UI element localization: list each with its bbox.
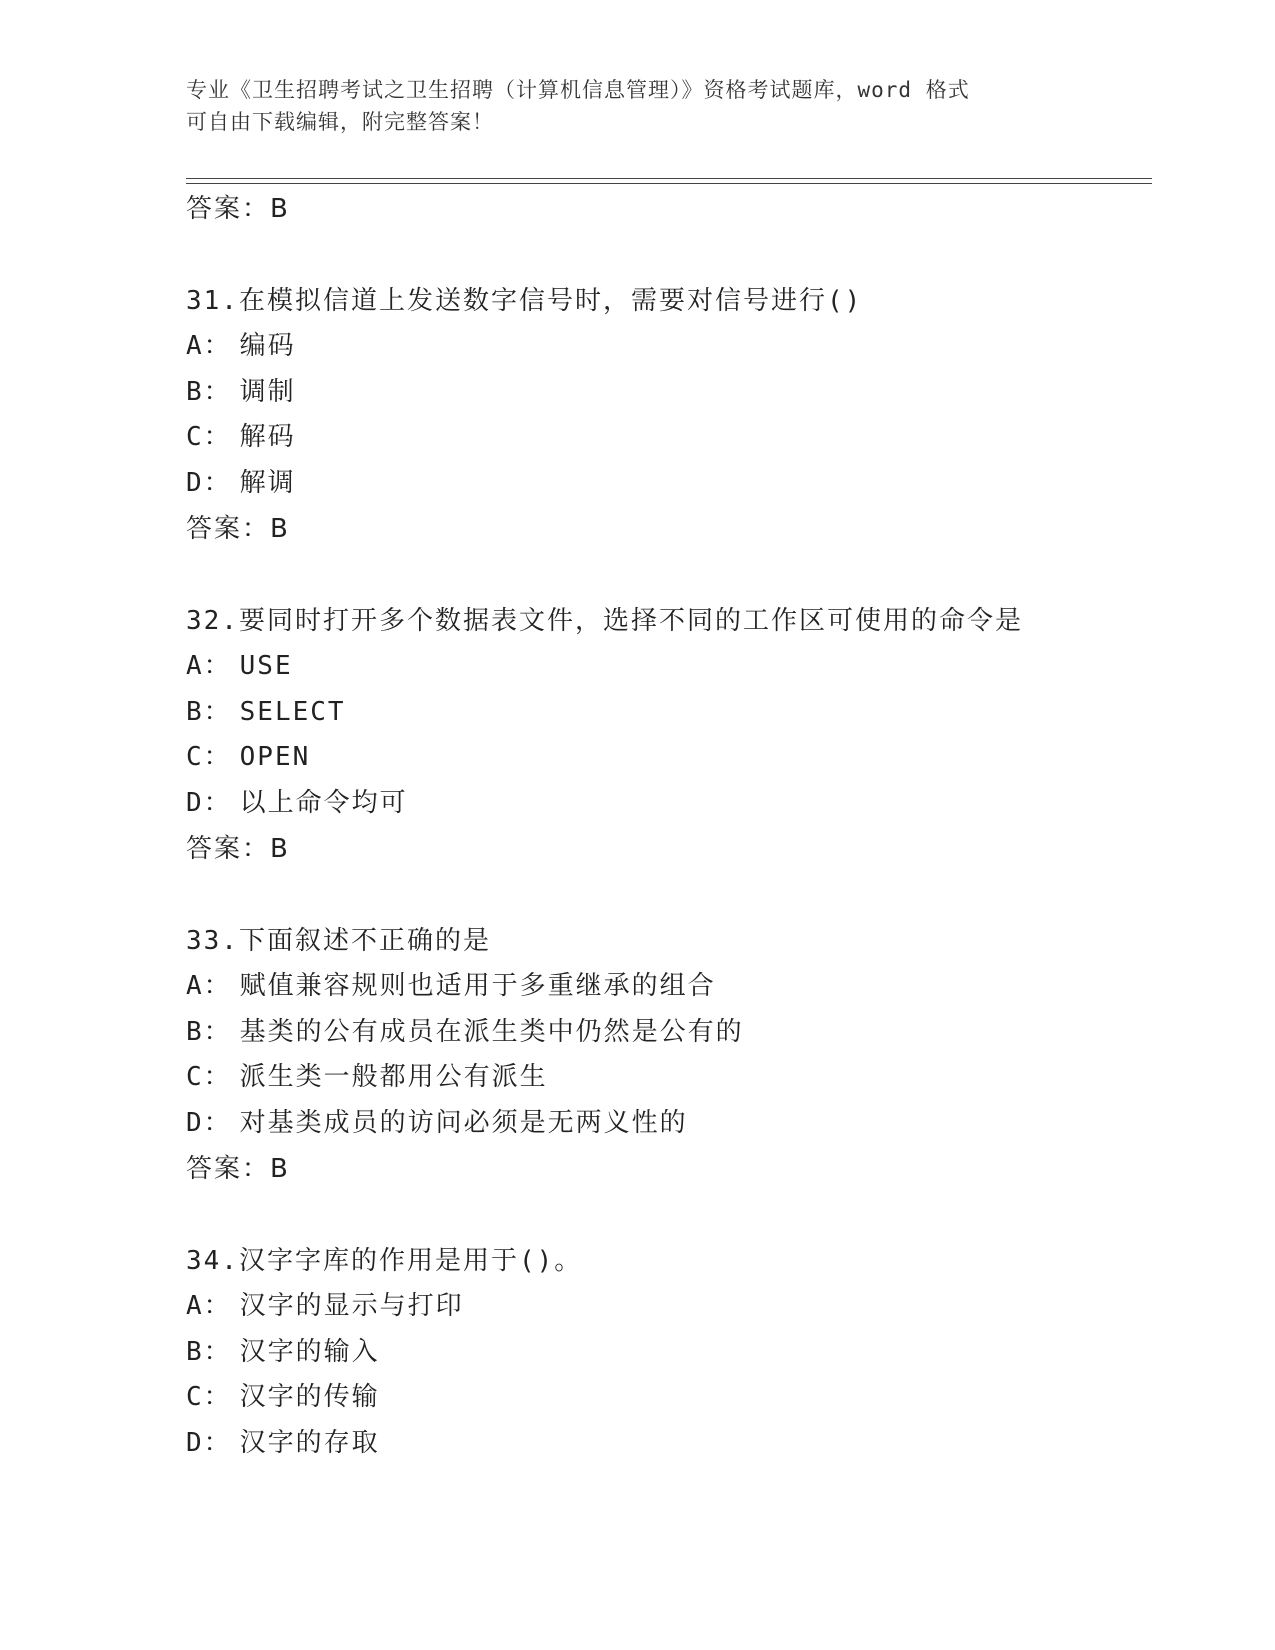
option-letter: C： (186, 742, 232, 772)
question-33-answer: 答案：B (186, 1154, 290, 1184)
option-text: USE (239, 651, 293, 681)
question-34-option-d (186, 1421, 1152, 1467)
option-letter: B： (186, 376, 232, 407)
option-text: 赋值兼容规则也适用于多重继承的组合 (239, 971, 716, 1001)
option-letter: D： (186, 1107, 232, 1138)
option-text: 对基类成员的访问必须是无两义性的 (239, 1107, 688, 1138)
option-letter: B： (186, 696, 232, 727)
question-34-stem: 34.汉字字库的作用是用于()。 (186, 1246, 583, 1276)
header-divider (186, 178, 1152, 184)
question-31-answer: 答案：B (186, 514, 290, 544)
question-32-stem: 32.要同时打开多个数据表文件，选择不同的工作区可使用的命令是 (186, 606, 1023, 636)
header-line-2: 可自由下载编辑，附完整答案！ (186, 110, 494, 134)
question-33-stem: 33.下面叙述不正确的是 (186, 926, 491, 956)
option-letter: A： (186, 331, 232, 361)
question-31-option-b (186, 370, 1152, 416)
question-32-option-d (186, 781, 1152, 827)
option-text: OPEN (239, 742, 311, 772)
option-letter: C： (186, 422, 232, 452)
question-list (186, 186, 1152, 1466)
question-32-answer: 答案：B (186, 834, 290, 864)
option-letter: D： (186, 787, 232, 818)
option-text: 以上命令均可 (239, 787, 408, 818)
question-33-option-c (186, 1055, 1152, 1101)
question-31-option-c (186, 415, 1152, 461)
option-letter: C： (186, 1382, 232, 1412)
question-33-option-b (186, 1010, 1152, 1056)
option-text: 解码 (239, 422, 296, 452)
question-31-option-d (186, 461, 1152, 507)
option-text: 编码 (239, 331, 296, 361)
option-text: 基类的公有成员在派生类中仍然是公有的 (239, 1016, 744, 1047)
option-text: 汉字的传输 (239, 1382, 380, 1412)
question-32-option-b (186, 690, 1152, 736)
option-letter: A： (186, 651, 232, 681)
option-text: 汉字的显示与打印 (239, 1291, 464, 1321)
question-33-option-d (186, 1101, 1152, 1147)
option-letter: D： (186, 467, 232, 498)
spacer (186, 1192, 1152, 1238)
spacer (186, 872, 1152, 918)
document-header (186, 74, 1066, 138)
option-letter: A： (186, 1291, 232, 1321)
header-line-1: 专业《卫生招聘考试之卫生招聘（计算机信息管理）》资格考试题库，word 格式 (186, 78, 970, 102)
option-letter: B： (186, 1016, 232, 1047)
option-text: 解调 (239, 467, 296, 498)
option-letter: D： (186, 1427, 232, 1458)
option-letter: C： (186, 1062, 232, 1092)
spacer (186, 552, 1152, 598)
spacer (186, 232, 1152, 278)
question-31-option-a (186, 324, 1152, 370)
question-31-stem: 31.在模拟信道上发送数字信号时，需要对信号进行() (186, 286, 863, 316)
option-text: 调制 (239, 376, 296, 407)
option-letter: B： (186, 1336, 232, 1367)
option-letter: A： (186, 971, 232, 1001)
question-34-option-a (186, 1284, 1152, 1330)
option-text: 派生类一般都用公有派生 (239, 1062, 548, 1092)
option-text: SELECT (239, 696, 346, 727)
question-34-option-b (186, 1330, 1152, 1376)
question-33-option-a (186, 964, 1152, 1010)
option-text: 汉字的存取 (239, 1427, 380, 1458)
answer-prev: 答案：B (186, 194, 290, 224)
question-32-option-c (186, 735, 1152, 781)
question-32-option-a (186, 644, 1152, 690)
option-text: 汉字的输入 (239, 1336, 380, 1367)
question-34-option-c (186, 1375, 1152, 1421)
